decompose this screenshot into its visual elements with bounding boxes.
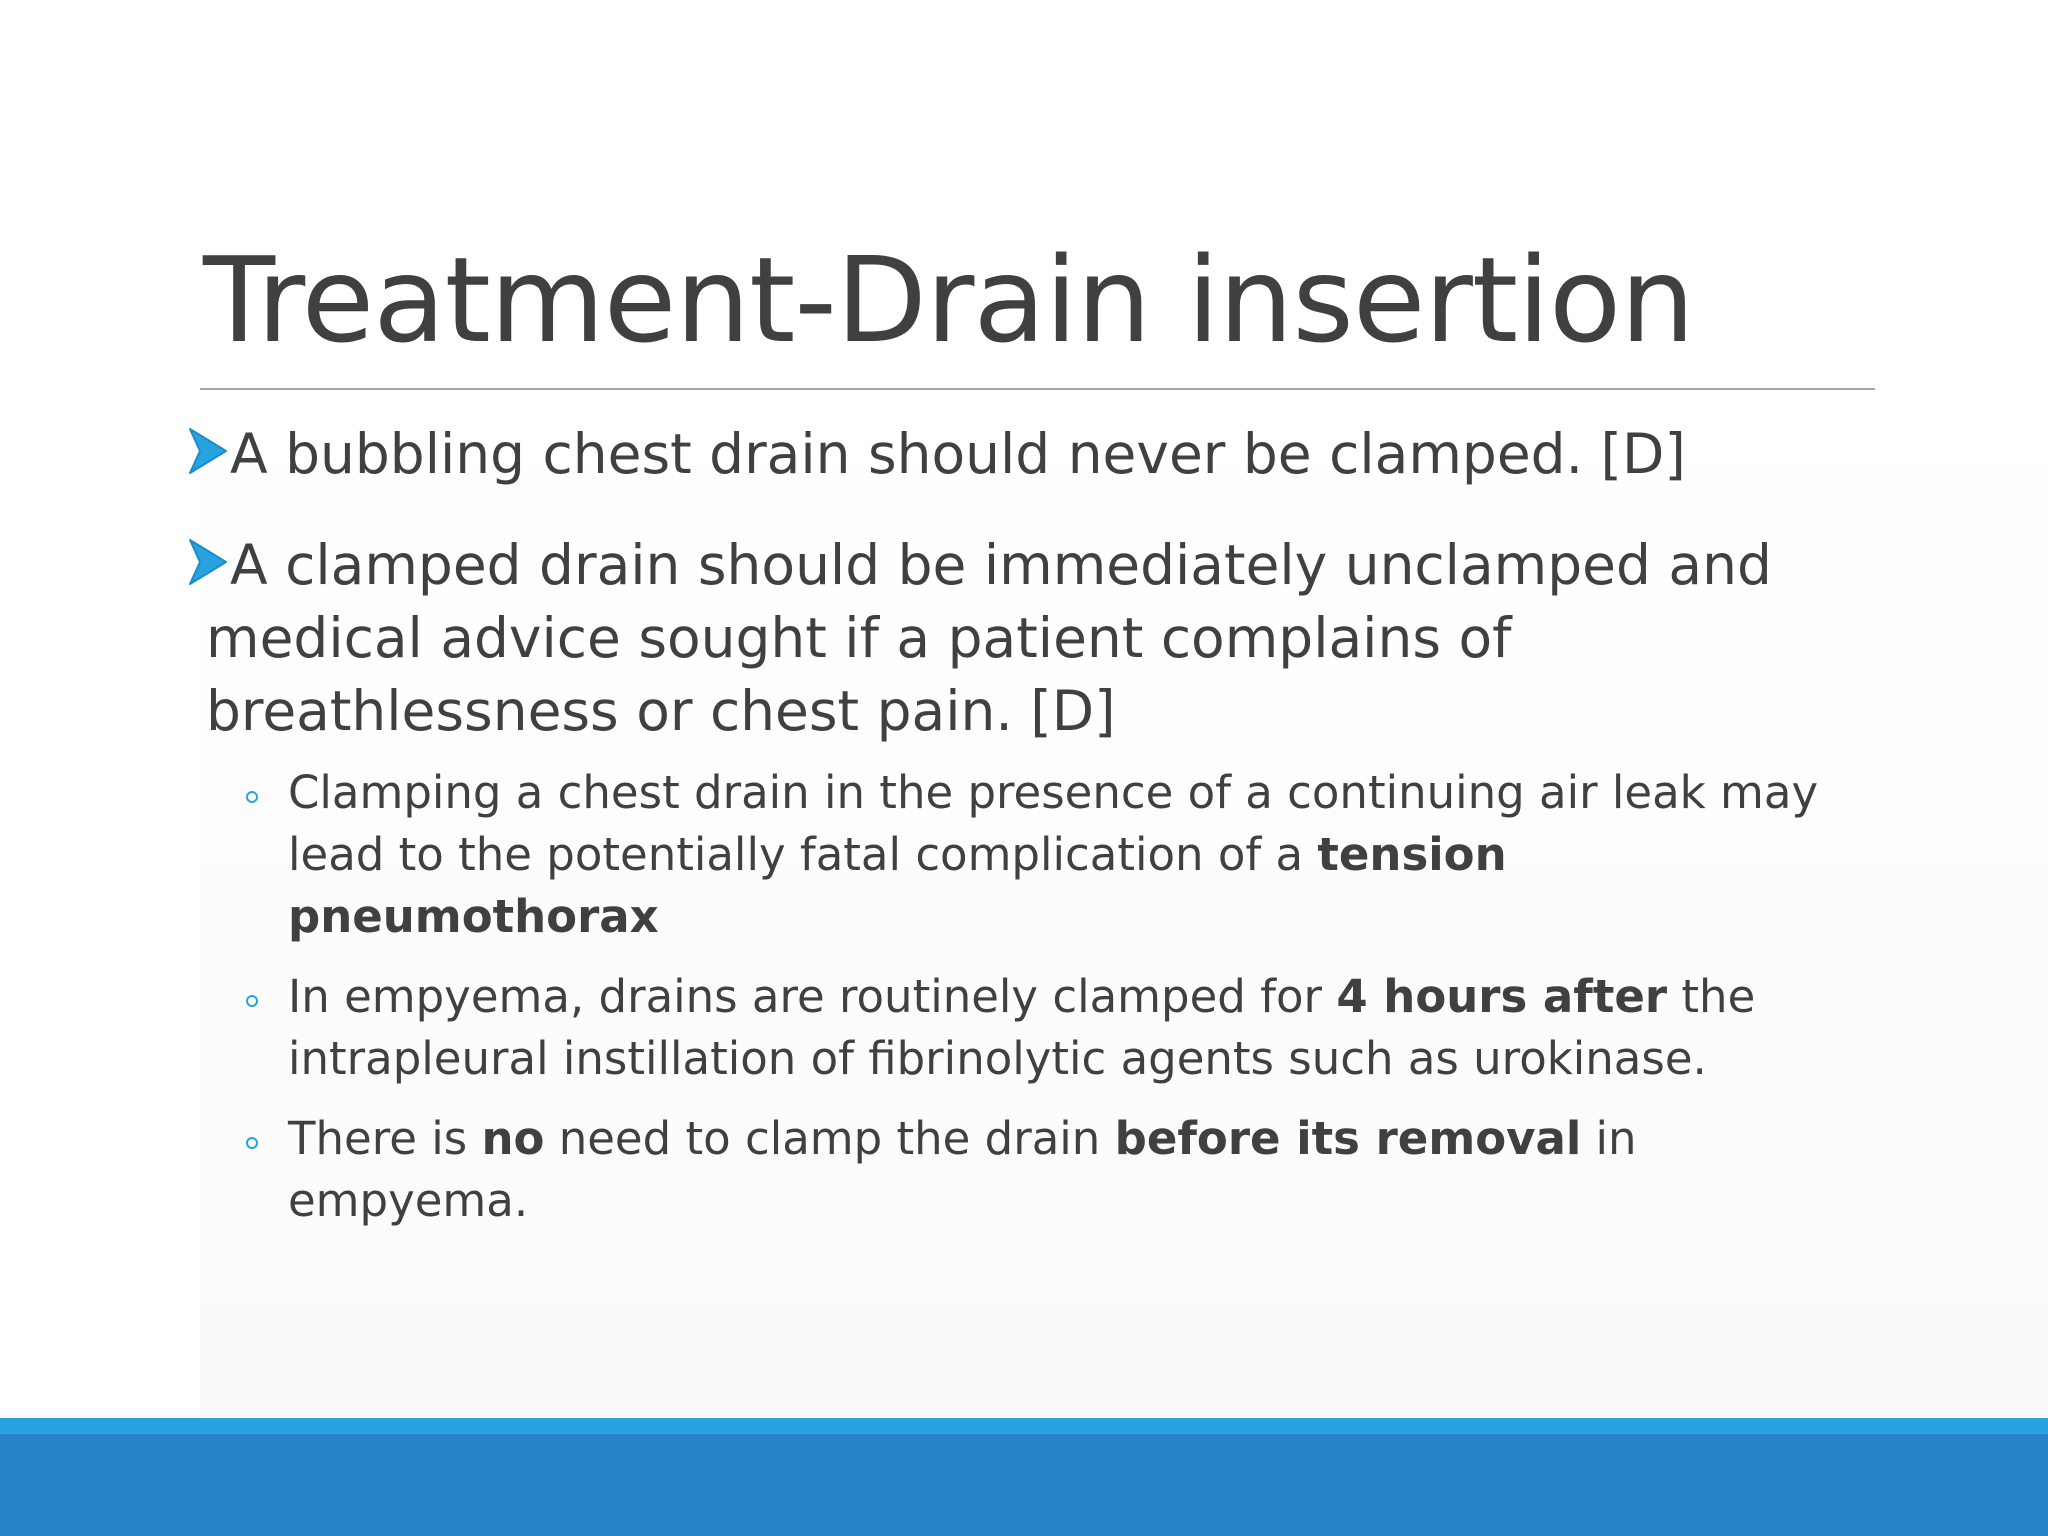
sub-bullet-list	[206, 762, 1870, 1232]
sub-bullet-text: In empyema, drains are routinely clamped for	[288, 970, 1337, 1023]
arrow-right-icon	[186, 423, 230, 479]
sub-bullet-text: There is	[288, 1112, 482, 1165]
sub-bullet-item	[206, 1108, 1870, 1232]
sub-bullet-item	[206, 762, 1870, 948]
bullet-text: A clamped drain should be immediately unclamped and medical advice sought if a patient complains of breathlessness or chest pain. [D]	[206, 533, 1772, 743]
emphasis-text: no	[481, 1112, 545, 1165]
sub-bullet-text: Clamping a chest drain in the presence of a continuing air leak may lead to the potentially fatal complication of a	[288, 766, 1819, 881]
footer-accent-bar	[0, 1418, 2048, 1434]
hollow-circle-icon	[246, 1137, 258, 1149]
hollow-circle-icon	[246, 995, 258, 1007]
sub-bullet-text: the intrapleural instillation of fibrinolytic agents such as urokinase.	[288, 970, 1756, 1085]
emphasis-text: tension pneumothorax	[288, 828, 1507, 943]
slide-title: Treatment-Drain insertion	[203, 231, 1694, 369]
bullet-text: A bubbling chest drain should never be clamped. [D]	[230, 422, 1686, 486]
sub-bullet-text: need to clamp the drain	[544, 1112, 1115, 1165]
bullet-item	[190, 529, 1870, 1232]
bullet-list	[190, 418, 1870, 1270]
arrow-right-icon	[186, 534, 230, 590]
hollow-circle-icon	[246, 791, 258, 803]
sub-bullet-text: in empyema.	[288, 1112, 1637, 1227]
title-divider	[200, 388, 1875, 390]
emphasis-text: before its removal	[1114, 1112, 1582, 1165]
emphasis-text: 4 hours after	[1336, 970, 1668, 1023]
bullet-item	[190, 418, 1870, 491]
sub-bullet-item	[206, 966, 1870, 1090]
footer-bar	[0, 1434, 2048, 1536]
